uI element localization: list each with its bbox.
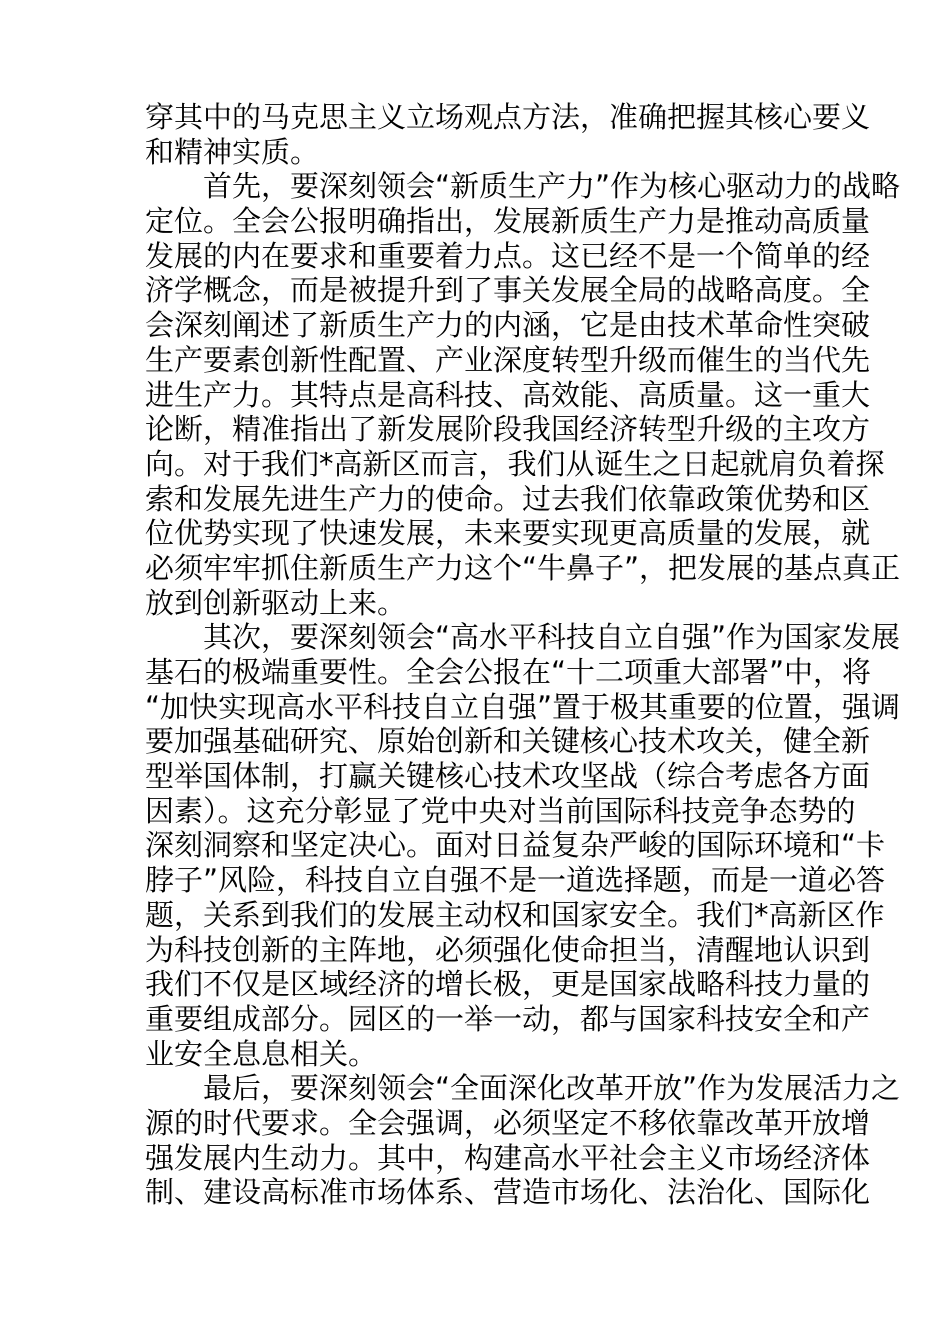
text-line: 业安全息息相关。 bbox=[145, 1036, 378, 1071]
text-line: 穿其中的马克思主义立场观点方法，准确把握其核心要义 bbox=[145, 100, 871, 134]
document-body-text bbox=[145, 100, 901, 1210]
text-line: 和精神实质。 bbox=[145, 134, 320, 169]
text-line: 进生产力。其特点是高科技、高效能、高质量。这一重大 bbox=[145, 377, 871, 412]
text-line: 要加强基础研究、原始创新和关键核心技术攻关，健全新 bbox=[145, 724, 871, 759]
paragraph-first-line: 首先，要深刻领会“新质生产力”作为核心驱动力的战略 bbox=[203, 169, 901, 204]
text-line: 型举国体制，打赢关键核心技术攻坚战（综合考虑各方面 bbox=[145, 759, 871, 794]
text-line: 深刻洞察和坚定决心。面对日益复杂严峻的国际环境和“卡 bbox=[145, 828, 886, 863]
text-line: 济学概念，而是被提升到了事关发展全局的战略高度。全 bbox=[145, 273, 871, 308]
text-line: 为科技创新的主阵地，必须强化使命担当，清醒地认识到 bbox=[145, 932, 871, 967]
text-line: 论断，精准指出了新发展阶段我国经济转型升级的主攻方 bbox=[145, 412, 871, 447]
text-line: “加快实现高水平科技自立自强”置于极其重要的位置，强调 bbox=[145, 689, 901, 724]
text-line: 我们不仅是区域经济的增长极，更是国家战略科技力量的 bbox=[145, 967, 871, 1002]
text-line: 生产要素创新性配置、产业深度转型升级而催生的当代先 bbox=[145, 342, 871, 377]
text-line: 重要组成部分。园区的一举一动，都与国家科技安全和产 bbox=[145, 1001, 871, 1036]
text-line: 基石的极端重要性。全会公报在“十二项重大部署”中，将 bbox=[145, 655, 872, 689]
text-line: 向。对于我们*高新区而言，我们从诞生之日起就肩负着探 bbox=[145, 446, 885, 481]
text-line: 制、建设高标准市场体系、营造市场化、法治化、国际化 bbox=[145, 1175, 871, 1210]
text-line: 发展的内在要求和重要着力点。这已经不是一个简单的经 bbox=[145, 238, 871, 273]
text-line: 位优势实现了快速发展，未来要实现更高质量的发展，就 bbox=[145, 516, 871, 551]
text-line: 因素）。这充分彰显了党中央对当前国际科技竞争态势的 bbox=[145, 793, 856, 828]
text-line: 定位。全会公报明确指出，发展新质生产力是推动高质量 bbox=[145, 204, 871, 239]
text-line: 题，关系到我们的发展主动权和国家安全。我们*高新区作 bbox=[145, 897, 885, 932]
paragraph-first-line: 其次，要深刻领会“高水平科技自立自强”作为国家发展 bbox=[203, 620, 901, 655]
text-line: 放到创新驱动上来。 bbox=[145, 585, 407, 620]
paragraph-first-line: 最后，要深刻领会“全面深化改革开放”作为发展活力之 bbox=[203, 1071, 901, 1106]
text-line: 源的时代要求。全会强调，必须坚定不移依靠改革开放增 bbox=[145, 1105, 871, 1140]
text-line: 脖子”风险，科技自立自强不是一道选择题，而是一道必答 bbox=[145, 863, 886, 898]
text-line: 会深刻阐述了新质生产力的内涵，它是由技术革命性突破 bbox=[145, 308, 871, 343]
text-line: 必须牢牢抓住新质生产力这个“牛鼻子”，把发展的基点真正 bbox=[145, 550, 901, 585]
text-line: 索和发展先进生产力的使命。过去我们依靠政策优势和区 bbox=[145, 481, 871, 516]
text-line: 强发展内生动力。其中，构建高水平社会主义市场经济体 bbox=[145, 1140, 871, 1175]
